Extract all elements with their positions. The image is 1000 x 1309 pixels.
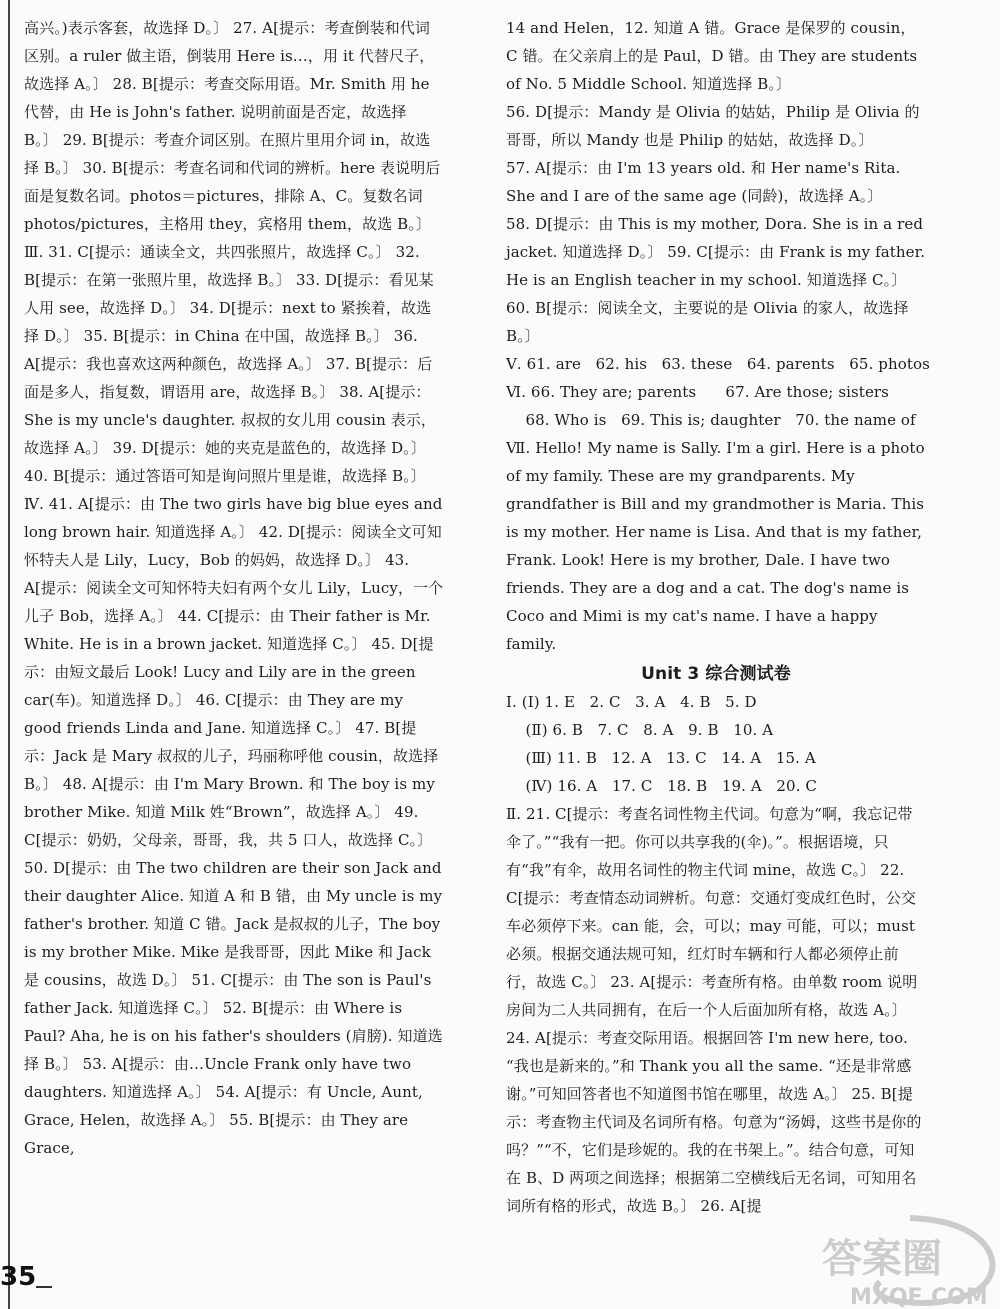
fill-in-line-2: Ⅵ. 66. They are; parents 67. Are those; sisters xyxy=(506,383,889,401)
page-number-dash xyxy=(36,1286,52,1288)
left-para-3: Ⅳ. 41. A[提示：由 The two girls have big blue eyes and long brown hair. 知道选择 A。〕 42. D[提示：阅读全文可知怀特夫人是 Lily，Lucy，Bob 的妈妈，故选择 D。〕 43. A[提示：阅读全文可知怀特夫妇有两个女儿 Lily，Lucy，一个儿子 Bob，选择 A。〕 44. C[提示：由 Their father is Mr. White. He is in a brown jacket. 知道选择 C。〕 45. D[提示：由短文最后 Look! Lucy and Lily are in the green car(车)。知道选择 D。〕 46. C[提示：由 They are my good friends Linda and Jane. 知道选择 C。〕 47. B[提示：Jack 是 Mary 叔叔的儿子，玛丽称呼他 cousin，故选择 B。〕 48. A[提示：由 I'm Mary Brown. 和 The boy is my brother Mike. 知道 Milk 姓“Brown”，故选择 A。〕 49. C[提示：奶奶，父母亲，哥哥，我，共 5 口人，故选择 C。〕 50. D[提示：由 The two children are their son Jack and their daughter Alice. 知道 A 和 B 错，由 My uncle is my father's brother. 知道 C 错。Jack 是叔叔的儿子，The boy is my brother Mike. Mike 是我哥哥，因此 Mike 和 Jack 是 cousins，故选 D。〕 51. C[提示：由 The son is Paul's father Jack. 知道选择 C。〕 52. B[提示：由 Where is Paul? Aha, he is on his father's shoulders (肩膀). 知道选择 B。〕 53. A[提示：由…Uncle Frank only have two daughters. 知道选择 A。〕 54. A[提示：有 Uncle, Aunt, Grace, Helen，故选择 A。〕 55. B[提示：由 They are Grace, xyxy=(24,495,444,1157)
right-para-1: 14 and Helen，12. 知道 A 错。Grace 是保罗的 cousin，C 错。在父亲肩上的是 Paul，D 错。由 They are students of No. 5 Middle School. 知道选择 B。〕 xyxy=(506,19,918,93)
listening-line-3: (Ⅲ) 11. B 12. A 13. C 14. A 15. A xyxy=(506,749,816,767)
page-number: 35 xyxy=(0,1262,37,1292)
right-para-2: 56. D[提示：Mandy 是 Olivia 的姑姑，Philip 是 Olivia 的哥哥，所以 Mandy 也是 Philip 的姑姑，故选择 D。〕 xyxy=(506,103,920,149)
listening-line-4: (Ⅳ) 16. A 17. C 18. B 19. A 20. C xyxy=(506,777,818,795)
watermark-cn-text: 答案圈 xyxy=(822,1236,942,1282)
section-ii-answers: Ⅱ. 21. C[提示：考查名词性物主代词。句意为“啊，我忘记带伞了。”“我有一把。你可以共享我的(伞)。”。根据语境，只有“我”有伞，故用名词性的物主代词 mine，故选 C。〕 22. C[提示：考查情态动词辨析。句意：交通灯变成红色时，公交车必须停下来。can 能，会，可以；may 可能，可以；must 必须。根据交通法规可知，红灯时车辆和行人都必须停止前行，故选 C。〕 23. A[提示：考查所有格。由单数 room 说明房间为二人共同拥有，在后一个人后面加所有格，故选 A。〕 24. A[提示：考查交际用语。根据回答 I'm new here, too. “我也是新来的。”和 Thank you all the same. “还是非常感谢。”可知回答者也不知道图书馆在哪里，故选 A。〕 25. B[提示：考查物主代词及名词所有格。句意为“汤姆，这些书是你的吗？”“不，它们是珍妮的。我的在书架上。”。结合句意，可知在 B、D 两项之间选择；根据第二空横线后无名词，可知用名词所有格的形式，故选 B。〕 26. A[提 xyxy=(506,805,922,1215)
listening-line-2: (Ⅱ) 6. B 7. C 8. A 9. B 10. A xyxy=(506,721,774,739)
watermark-en-text: MXQE.COM xyxy=(850,1285,988,1309)
writing-sample: Ⅶ. Hello! My name is Sally. I'm a girl. Here is a photo of my family. These are my grandparents. My grandfather is Bill and my grandmother is Maria. This is my mother. Her name is Lisa. And that is my father, Frank. Look! Here is my brother, Dale. I have two friends. They are a dog and a cat. The dog's name is Coco and Mimi is my cat's name. I have a happy family. xyxy=(506,439,925,653)
left-column xyxy=(24,14,444,1162)
left-para-2: Ⅲ. 31. C[提示：通读全文，共四张照片，故选择 C。〕 32. B[提示：在第一张照片里，故选择 B。〕 33. D[提示：看见某人用 see，故选择 D。〕 34. D[提示：next to 紧挨着，故选择 D。〕 35. B[提示：in China 在中国，故选择 B。〕 36. A[提示：我也喜欢这两种颜色，故选择 A。〕 37. B[提示：后面是多人，指复数，谓语用 are，故选择 B。〕 38. A[提示：She is my uncle's daughter. 叔叔的女儿用 cousin 表示，故选择 A。〕 39. D[提示：她的夹克是蓝色的，故选择 D。〕 40. B[提示：通过答语可知是询问照片里是谁，故选择 B。〕 xyxy=(24,243,437,485)
right-para-4: 58. D[提示：由 This is my mother, Dora. She is in a red jacket. 知道选择 D。〕 59. C[提示：由 Frank is my father. He is an English teacher in my school. 知道选择 C。〕 60. B[提示：阅读全文，主要说的是 Olivia 的家人，故选择 B。〕 xyxy=(506,215,926,345)
right-para-3: 57. A[提示：由 I'm 13 years old. 和 Her name's Rita. She and I are of the same age (同龄)，故选择 A。〕 xyxy=(506,159,901,205)
left-para-1: 高兴。)表示客套，故选择 D。〕 27. A[提示：考查倒装和代词区别。a ruler 做主语，倒装用 Here is…，用 it 代替尺子，故选择 A。〕 28. B[提示：考查交际用语。Mr. Smith 用 he 代替，由 He is John's father. 说明前面是否定，故选择 B。〕 29. B[提示：考查介词区别。在照片里用介词 in，故选择 B。〕 30. B[提示：考查名词和代词的辨析。here 表说明后面是复数名词。photos＝pictures，排除 A、C。复数名词 photos/pictures，主格用 they，宾格用 them，故选 B。〕 xyxy=(24,19,441,233)
fill-in-line-3: 68. Who is 69. This is; daughter 70. the name of xyxy=(506,411,916,429)
fill-in-line-1: Ⅴ. 61. are 62. his 63. these 64. parents 65. photos xyxy=(506,355,930,373)
unit-title: Unit 3 综合测试卷 xyxy=(641,664,791,684)
watermark-logo xyxy=(810,1210,1000,1309)
page-edge-rule xyxy=(8,0,10,1309)
listening-line-1: Ⅰ. (Ⅰ) 1. E 2. C 3. A 4. B 5. D xyxy=(506,693,757,711)
right-column xyxy=(506,14,930,1220)
